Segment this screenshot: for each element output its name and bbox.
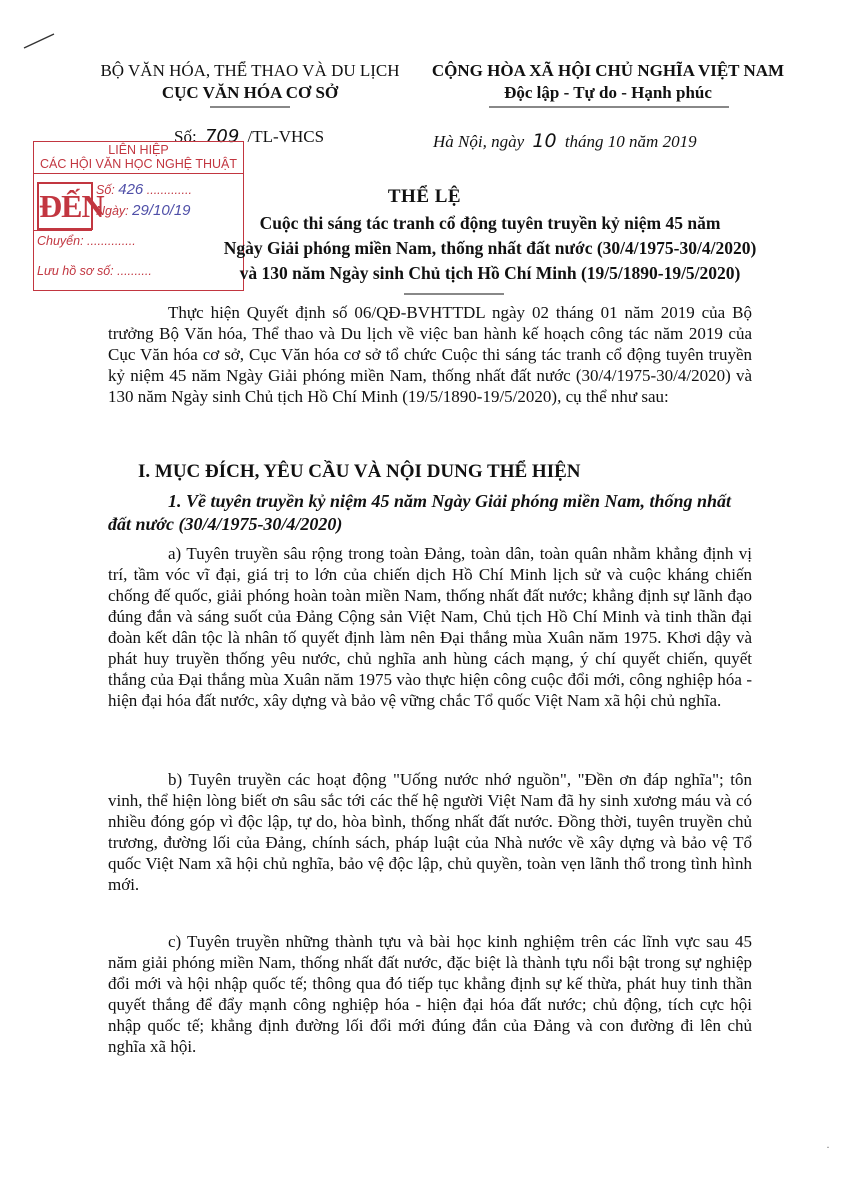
doc-number-suffix: /TL-VHCS <box>247 127 325 146</box>
agency-name: CỤC VĂN HÓA CƠ SỞ <box>161 83 339 102</box>
title-underline <box>404 292 504 296</box>
stamp-chuyen-row <box>37 234 136 248</box>
stamp-den-box: ĐẾN <box>37 182 93 230</box>
title-line-1: Cuộc thi sáng tác tranh cổ động tuyên truyền kỷ niệm 45 năm <box>259 213 721 233</box>
issue-date <box>433 130 697 152</box>
stamp-ngay-label: Ngày: <box>96 204 129 218</box>
national-motto: Độc lập - Tự do - Hạnh phúc <box>504 83 712 102</box>
stamp-luu-label: Lưu hồ sơ số: <box>37 264 114 278</box>
subsection-heading-1: 1. Về tuyên truyền kỷ niệm 45 năm Ngày Giải phóng miền Nam, thống nhất đất nước (30/4/1975-30/4/2020) <box>108 491 732 534</box>
section-heading-1: I. MỤC ĐÍCH, YÊU CẦU VÀ NỘI DUNG THỂ HIỆN <box>138 461 581 482</box>
title-line-3: và 130 năm Ngày sinh Chủ tịch Hồ Chí Minh (19/5/1890-19/5/2020) <box>239 263 741 283</box>
paragraph-c: c) Tuyên truyền những thành tựu và bài học kinh nghiệm trên các lĩnh vực sau 45 năm giải phóng miền Nam, thống nhất đất nước, đặc biệt là thành tựu nổi bật trong sự nghiệp đổi mới và hội nhập quốc tế; thông qua đó tiếp tục khẳng định sự kế thừa, phát huy tinh thần quyết thắng để đẩy mạnh công nghiệp hóa - hiện đại hóa đất nước; chủ động, tích cực hội nhập quốc tế; khẳng định đường lối đổi mới đúng đắn của Đảng và con đường đi lên chủ nghĩa xã hội. <box>108 932 752 1056</box>
stamp-luu-dots: .......... <box>117 264 152 278</box>
doc-number-label: Số: <box>174 127 197 146</box>
paragraph-b: b) Tuyên truyền các hoạt động "Uống nước nhớ nguồn", "Đền ơn đáp nghĩa"; tôn vinh, thể hiện lòng biết ơn sâu sắc tới các thế hệ người Việt Nam đã hy sinh xương máu và có nhiều đóng góp vì độc lập, tự do, hòa bình, thống nhất đất nước. Đồng thời, tuyên truyền chủ trương, đường lối của Đảng, chính sách, pháp luật của Nhà nước về xây dựng và bảo vệ Tổ quốc Việt Nam xã hội chủ nghĩa, bảo vệ độc lập, chủ quyền, toàn vẹn lãnh thổ trong tình hình mới. <box>108 770 752 894</box>
scan-speck: · <box>826 1140 830 1154</box>
nation-name: CỘNG HÒA XÃ HỘI CHỦ NGHĨA VIỆT NAM <box>431 61 785 80</box>
pen-scribble-mark <box>20 28 60 58</box>
issuing-authority <box>60 60 440 104</box>
date-day-handwritten: 10 <box>532 130 557 152</box>
stamp-org <box>34 143 243 171</box>
agency-underline <box>210 105 290 109</box>
title-line-2: Ngày Giải phóng miền Nam, thống nhất đất nước (30/4/1975-30/4/2020) <box>223 238 757 258</box>
paragraph-a: a) Tuyên truyền sâu rộng trong toàn Đảng, toàn dân, toàn quân nhằm khẳng định vị trí, tầm vóc vĩ đại, giá trị to lớn của chiến dịch Hồ Chí Minh lịch sử và cuộc kháng chiến chống đế quốc, giải phóng hoàn toàn miền Nam, thống nhất đất nước; khẳng định sự lãnh đạo đúng đắn và sáng suốt của Đảng Cộng sản Việt Nam, Chủ tịch Hồ Chí Minh và tinh thần đại đoàn kết dân tộc là nhân tố quyết định làm nên Đại thắng mùa Xuân năm 1975. Khơi dậy và phát huy truyền thống yêu nước, chủ nghĩa anh hùng cách mạng, ý chí quyết chiến, quyết thắng của Đại thắng mùa Xuân năm 1975 vào thực hiện công cuộc đổi mới, công nghiệp hóa - hiện đại hóa đất nước, xây dựng và bảo vệ vững chắc Tổ quốc Việt Nam xã hội chủ nghĩa. <box>108 544 752 710</box>
motto-underline <box>489 105 729 109</box>
date-suffix: tháng 10 năm 2019 <box>564 132 697 151</box>
stamp-chuyen-dots: .............. <box>87 234 136 248</box>
document-title: THỂ LỆ <box>387 186 462 207</box>
intro-paragraph: Thực hiện Quyết định số 06/QĐ-BVHTTDL ngày 02 tháng 01 năm 2019 của Bộ trưởng Bộ Văn hóa, Thể thao và Du lịch về việc ban hành kế hoạch công tác năm 2019 của Cục Văn hóa cơ sở, Cục Văn hóa cơ sở tổ chức Cuộc thi sáng tác tranh cổ động tuyên truyền kỷ niệm 45 năm Ngày Giải phóng miền Nam, thống nhất đất nước (30/4/1975-30/4/2020) và 130 năm Ngày sinh Chủ tịch Hồ Chí Minh (19/5/1890-19/5/2020), cụ thể như sau: <box>108 303 752 406</box>
doc-number-handwritten: 709 <box>204 126 240 147</box>
stamp-so-dots: ............. <box>146 183 192 197</box>
stamp-so-handwritten: 426 <box>118 181 144 198</box>
stamp-chuyen-label: Chuyển: <box>37 234 84 248</box>
date-prefix: Hà Nội, ngày <box>433 132 525 151</box>
stamp-divider <box>34 173 243 174</box>
stamp-ngay-handwritten: 29/10/19 <box>132 202 191 219</box>
national-title <box>398 60 818 104</box>
stamp-den-underline <box>34 230 92 231</box>
stamp-org-line2: CÁC HỘI VĂN HỌC NGHỆ THUẬT <box>39 157 237 171</box>
stamp-so-label: Số: <box>96 183 115 197</box>
ministry-name: BỘ VĂN HÓA, THỂ THAO VÀ DU LỊCH <box>100 61 400 80</box>
stamp-luu-row <box>37 264 152 278</box>
stamp-org-line1: LIÊN HIỆP <box>108 143 169 157</box>
